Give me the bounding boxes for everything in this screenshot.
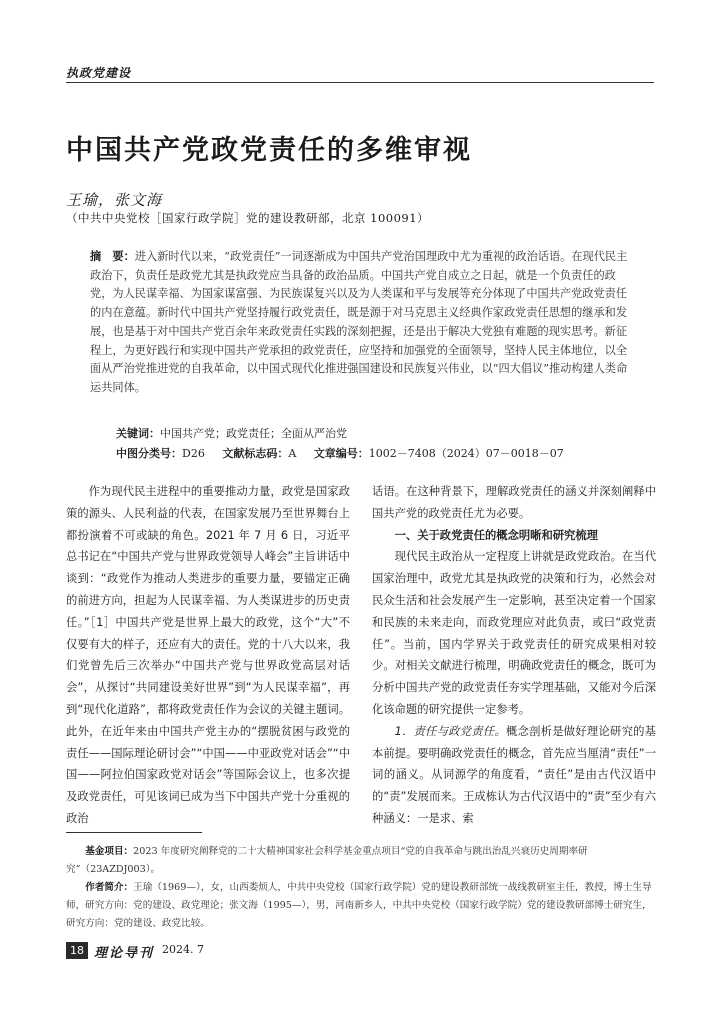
- fund-note: [66, 843, 656, 879]
- journal-name: 理论导刊: [94, 946, 155, 961]
- clc-label: 中图分类号：: [116, 447, 182, 460]
- doc-code-label: 文献标志码：: [222, 447, 289, 460]
- article-no-value: 1002－7408（2024）07－0018－07: [368, 447, 564, 460]
- article-authors: 王瑜，张文海: [66, 191, 163, 209]
- footnotes: [66, 843, 656, 933]
- body-column-left: [66, 481, 350, 830]
- section-label: 执政党建设: [66, 66, 132, 80]
- abstract-text: 进入新时代以来，“政党责任”一词逐渐成为中国共产党治国理政中尤为重视的政治话语。在现代民主政治下，负责任是政党尤其是执政党应当具备的政治品质。中国共产党自成立之日起，就是一个负责任的政党，为人民谋幸福、为国家谋富强、为民族谋复兴以及为人类谋和平与发展等充分体现了中国共产党政党责任的内在意蕴。新时代中国共产党坚持履行政党责任，既是源于对马克思主义经典作家政党责任思想的继承和发展，也是基于对中国共产党百余年来政党责任实践的深刻把握，还是出于解决大党独有难题的现实思考。新征程上，为更好践行和实现中国共产党承担的政党责任，应坚持和加强党的全面领导，坚持人民主体地位，以全面从严治党推进党的自我革命，以中国式现代化推进强国建设和民族复兴伟业，以“四大倡议”推动构建人类命运共同体。: [90, 250, 628, 394]
- footnote-divider: [66, 832, 202, 833]
- body-paragraph: 作为现代民主进程中的重要推动力量，政党是国家政策的源头、人民利益的代表，在国家发展乃至世界舞台上都扮演着不可或缺的角色。2021 年 7 月 6 日，习近平总书记在“中国共产党与世界政党领导人峰会”主旨讲话中谈到：“政党作为推动人类进步的重要力量，要锚定正确的前进方向，担起为人民谋幸福、为人类谋进步的历史责任。”［1］中国共产党是世界上最大的政党，这个“大”不仅要有大的样子，还应有大的责任。党的十八大以来，我们党曾先后三次举办“中国共产党与世界政党高层对话会”，从探讨“共同建设美好世界”到“为人民谋幸福”，再到“现代化道路”，都将政党责任作为会议的关键主题词。此外，在近年来由中国共产党主办的“摆脱贫困与政党的责任——国际理论研讨会”“中国——中亚政党对话会”“中国——阿拉伯国家政党对话会”等国际会议上，也多次提及政党责任，可见该词已成为当下中国共产党十分重视的政治: [66, 485, 350, 825]
- subsection-label: 1．责任与政党责任。: [394, 724, 507, 738]
- keywords-line: [116, 425, 347, 441]
- keywords-label: 关键词：: [116, 427, 160, 440]
- article-no-label: 文章编号：: [313, 447, 369, 460]
- body-paragraph: 现代民主政治从一定程度上讲就是政党政治。在当代国家治理中，政党尤其是执政党的决策和行为，必然会对民众生活和社会发展产生一定影响，甚至决定着一个国家和民族的未来走向，而政党理应对此负责，或曰“政党责任”。当前，国内学界关于政党责任的研究成果相对较少。对相关文献进行梳理，明确政党责任的概念，既可为分析中国共产党的政党责任夯实学理基础，又能对今后深化该命题的研究提供一定参考。: [372, 550, 656, 716]
- keywords-text: 中国共产党；政党责任；全面从严治党: [160, 427, 347, 440]
- section-heading: 一、关于政党责任的概念明晰和研究梳理: [394, 528, 598, 542]
- fund-text: 2023 年度研究阐释党的二十大精神国家社会科学基金重点项目“党的自我革命与跳出治乱兴衰历史周期率研究”（23AZDJ003）。: [66, 846, 588, 875]
- author-bio-label: 作者简介：: [85, 882, 134, 893]
- abstract-label: 摘 要：: [90, 250, 135, 263]
- author-affiliation: （中共中央党校［国家行政学院］党的建设教研部，北京 100091）: [66, 211, 430, 225]
- body-paragraph-continued: 话语。在这种背景下，理解政党责任的涵义并深刻阐释中国共产党的政党责任尤为必要。: [372, 485, 656, 520]
- body-column-right: [372, 481, 656, 830]
- clc-value: D26: [182, 447, 205, 460]
- body-paragraph: [372, 721, 656, 830]
- classification-line: [116, 445, 564, 461]
- fund-label: 基金项目：: [85, 846, 134, 857]
- subsection-text: 概念剖析是做好理论研究的基本前提。要明确政党责任的概念，首先应当厘清“责任”一词的涵义。从词源学的角度看，“责任”是由古代汉语中的“责”发展而来。王成栋认为古代汉语中的“责”至少有六种涵义：一是求、索: [372, 724, 656, 825]
- header-divider: [66, 82, 654, 83]
- page-number: 18: [66, 942, 88, 959]
- article-title: 中国共产党政党责任的多维审视: [66, 135, 472, 166]
- author-note: [66, 879, 656, 933]
- page-footer: [66, 942, 216, 960]
- doc-code-value: A: [288, 447, 297, 460]
- author-bio-text: 王瑜（1969—），女，山西娄烦人，中共中央党校（国家行政学院）党的建设教研部统一战线教研室主任，教授，博士生导师，研究方向：党的建设、政党理论；张文海（1995—），男，河南新乡人，中共中央党校（国家行政学院）党的建设教研部博士研究生，研究方向：党的建设、政党比较。: [66, 882, 652, 929]
- journal-issue: 2024. 7: [162, 943, 204, 956]
- abstract: [90, 248, 630, 398]
